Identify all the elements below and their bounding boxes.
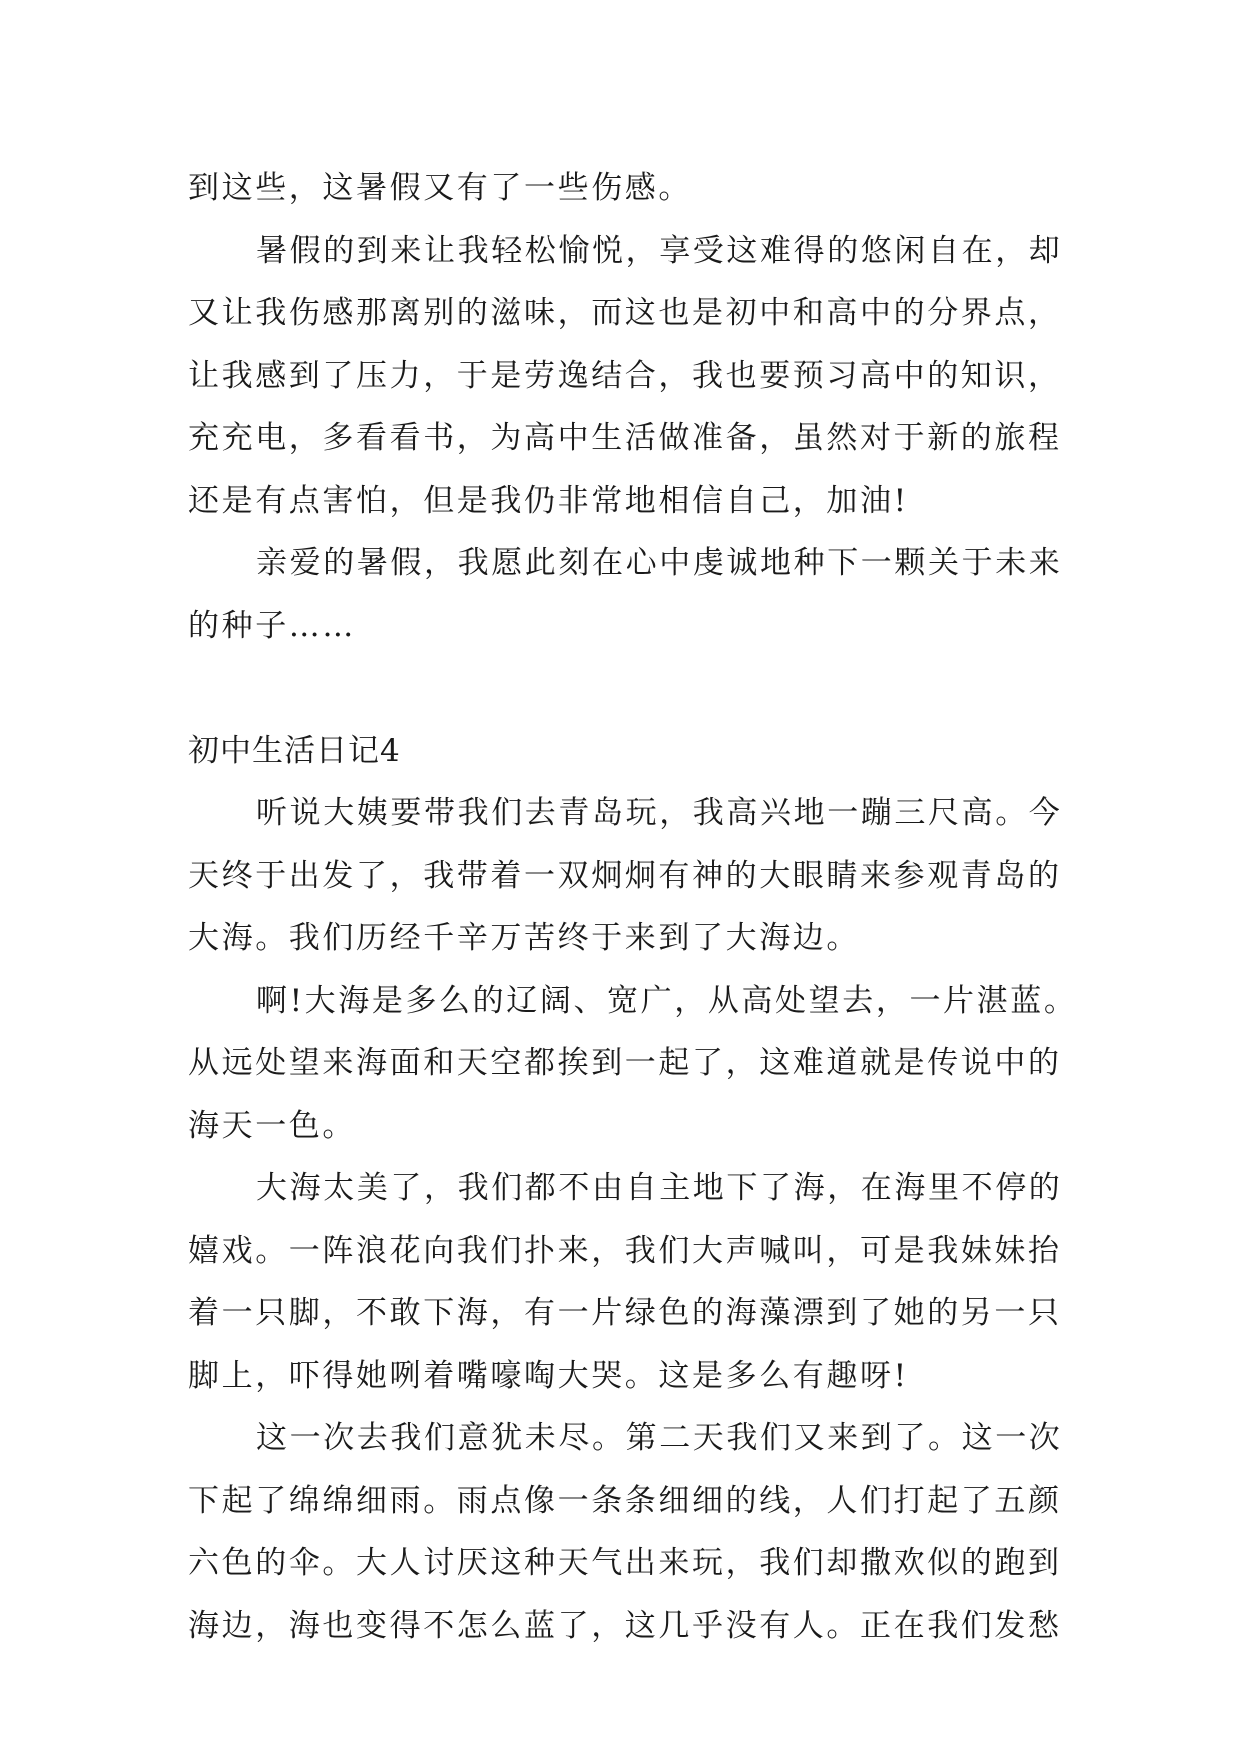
text-line: 天终于出发了，我带着一双炯炯有神的大眼睛来参观青岛的 [188,857,1062,894]
text-line: 六色的伞。大人讨厌这种天气出来玩，我们却撒欢似的跑到 [188,1545,1062,1581]
text-line: 让我感到了压力，于是劳逸结合，我也要预习高中的知识， [188,357,1062,394]
text-line: 到这些，这暑假又有了一些伤感。 [188,170,692,206]
text-line: 下起了绵绵细雨。雨点像一条条细细的线，人们打起了五颜 [188,1482,1062,1519]
paragraph-start-line: 这一次去我们意犹未尽。第二天我们又来到了。这一次 [256,1420,1063,1456]
section-heading: 初中生活日记4 [188,732,401,769]
text-line: 海天一色。 [188,1107,356,1144]
paragraph-start-line: 大海太美了，我们都不由自主地下了海，在海里不停的 [256,1170,1063,1206]
paragraph-start-line: 听说大姨要带我们去青岛玩，我高兴地一蹦三尺高。今 [256,795,1063,831]
text-line: 还是有点害怕，但是我仍非常地相信自己，加油! [188,482,909,519]
text-line: 的种子…… [188,607,356,644]
text-line: 大海。我们历经千辛万苦终于来到了大海边。 [188,920,860,956]
text-line: 着一只脚，不敢下海，有一片绿色的海藻漂到了她的另一只 [188,1295,1062,1331]
paragraph-start-line: 亲爱的暑假，我愿此刻在心中虔诚地种下一颗关于未来 [256,545,1063,581]
text-line: 又让我伤感那离别的滋味，而这也是初中和高中的分界点， [188,295,1062,331]
text-line: 海边，海也变得不怎么蓝了，这几乎没有人。正在我们发愁 [188,1607,1062,1644]
paragraph-start-line: 暑假的到来让我轻松愉悦，享受这难得的悠闲自在，却 [256,232,1063,269]
text-line: 嬉戏。一阵浪花向我们扑来，我们大声喊叫，可是我妹妹抬 [188,1232,1062,1269]
text-line: 充充电，多看看书，为高中生活做准备，虽然对于新的旅程 [188,420,1062,456]
section-spacer [188,657,1054,720]
document-body [188,157,1078,1657]
paragraph-start-line: 啊!大海是多么的辽阔、宽广，从高处望去，一片湛蓝。 [256,982,1078,1019]
text-line: 脚上，吓得她咧着嘴嚎啕大哭。这是多么有趣呀! [188,1357,909,1394]
text-line: 从远处望来海面和天空都挨到一起了，这难道就是传说中的 [188,1045,1062,1081]
